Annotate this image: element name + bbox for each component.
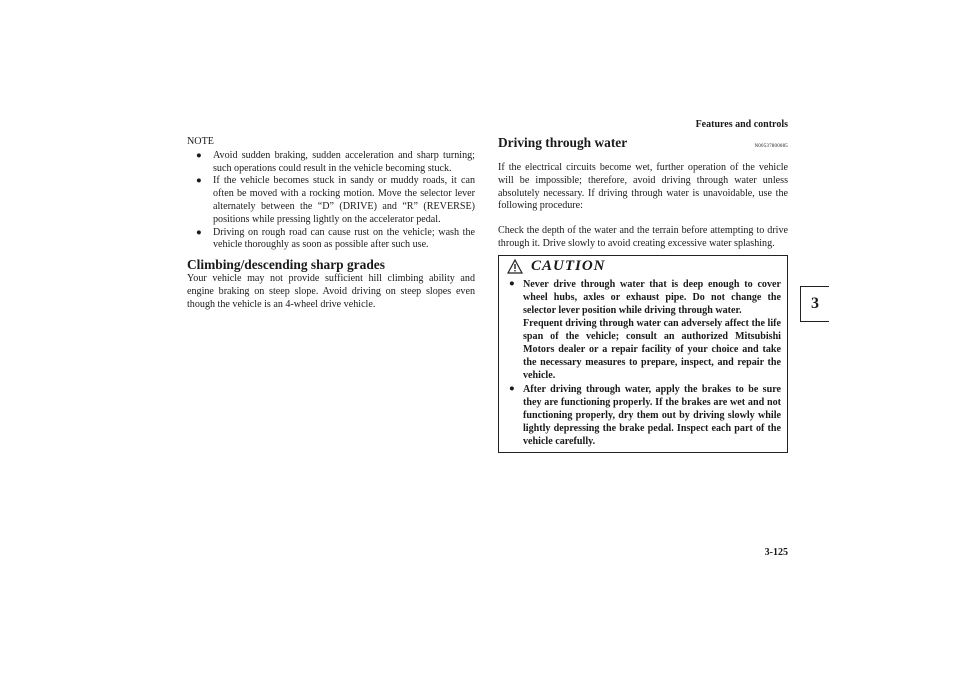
caution-extra-text: Frequent driving through water can adversely affect the life span of the vehicle; consult an authorized Mitsubishi Motors dealer or a repair facility of your choice and take the necessary measures to prepare, inspect, and repair the vehicle. (523, 318, 781, 382)
section-header: Features and controls (695, 119, 788, 130)
water-paragraph-2: Check the depth of the water and the terrain before attempting to drive through it. Drive slowly to avoid creating excessive water splashing. (498, 225, 788, 249)
note-text: If the vehicle becomes stuck in sandy or muddy roads, it can often be moved with a rocking motion. Move the selector lever alternately between the “D” (DRIVE) and “R” (REVERSE) positions while pressing lightly on the accelerator pedal. (213, 175, 475, 225)
bullet-icon: ● (509, 383, 515, 394)
note-item (187, 150, 475, 176)
left-column (187, 136, 475, 312)
warning-triangle-icon (507, 259, 523, 274)
caution-item (503, 383, 781, 448)
bullet-icon: ● (196, 176, 202, 187)
caution-text: After driving through water, apply the brakes to be sure they are functioning properly. If the brakes are wet and not functioning properly, dry them out by driving slowly while lightly depressing the brake pedal. Inspect each part of the vehicle carefully. (523, 383, 781, 447)
page-number: 3-125 (764, 547, 788, 558)
climbing-heading: Climbing/descending sharp grades (187, 257, 385, 273)
caution-header (503, 256, 781, 278)
bullet-icon: ● (196, 227, 202, 238)
note-item (187, 175, 475, 226)
right-column (498, 136, 788, 453)
chapter-tab: 3 (800, 286, 829, 322)
water-heading (498, 136, 788, 154)
bullet-icon: ● (196, 150, 202, 161)
water-paragraph-1: If the electrical circuits become wet, further operation of the vehicle will be impossible; therefore, avoid driving through water unless absolutely necessary. If driving through water is unavoidable, use the following procedure: (498, 162, 788, 212)
note-list (187, 150, 475, 252)
note-text: Avoid sudden braking, sudden acceleration and sharp turning; such operations could result in the vehicle becoming stuck. (213, 149, 475, 174)
note-item (187, 227, 475, 253)
water-heading-text: Driving through water (498, 135, 628, 150)
bullet-icon: ● (509, 278, 515, 289)
section-code: N00537800085 (754, 144, 788, 149)
climbing-text: Your vehicle may not provide sufficient hill climbing ability and engine braking on steep slope. Avoid driving on steep slopes even though the vehicle is an 4-wheel drive vehicle. (187, 273, 475, 310)
caution-item (503, 278, 781, 383)
note-label: NOTE (187, 136, 214, 147)
caution-text: Never drive through water that is deep enough to cover wheel hubs, axles or exhaust pipe. Do not change the selector lever position while driving through water. (523, 278, 781, 316)
caution-box (498, 255, 788, 453)
note-text: Driving on rough road can cause rust on the vehicle; wash the vehicle thoroughly as soon as possible after such use. (213, 226, 475, 251)
caution-title: CAUTION (531, 258, 606, 275)
caution-list (503, 278, 781, 448)
